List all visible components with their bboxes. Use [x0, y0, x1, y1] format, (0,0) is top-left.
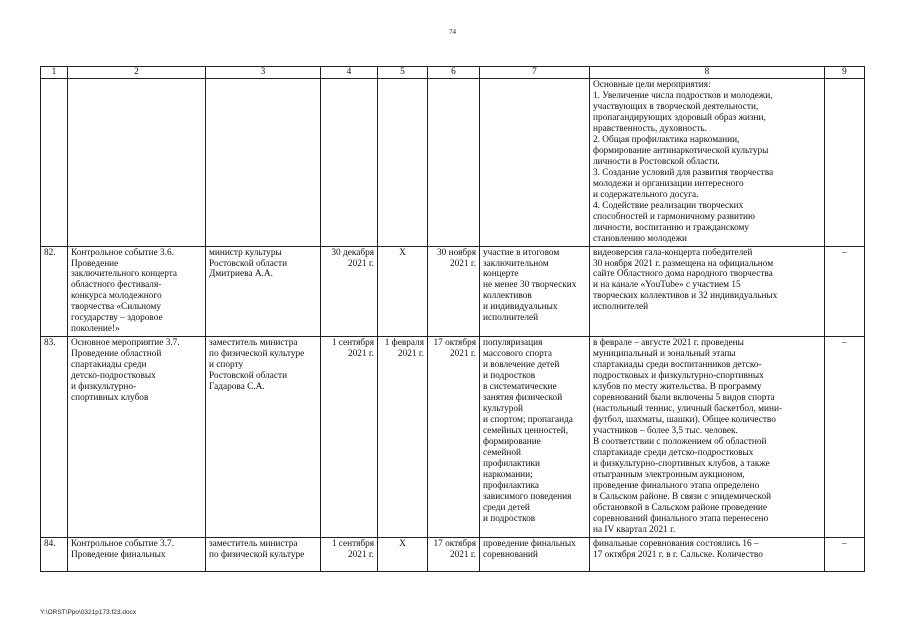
table-row: [41, 337, 865, 537]
row-number: 83.: [41, 337, 68, 537]
event-name: Контрольное событие 3.6. Проведение заключительного концерта областного фестиваля- конкурса молодежного творчества «Сильному государству – здоровое поколение!»: [68, 246, 206, 337]
result-plan: проведение финальных соревнований: [480, 537, 590, 571]
date-plan: 1 сентября 2021 г.: [321, 537, 378, 571]
note: –: [825, 537, 865, 571]
date-plan: 30 декабря 2021 г.: [321, 246, 378, 337]
date-fact: 30 ноября 2021 г.: [428, 246, 480, 337]
responsible: заместитель министра по физической культуре и спорту Ростовской области Гадарова С.А.: [206, 337, 321, 537]
header-cell: 3: [206, 67, 321, 79]
goals-text: Основные цели мероприятия: 1. Увеличение числа подростков и молодежи, участвующих в творческой деятельности, пропагандирующих здоровый образ жизни, нравственность, духовность. 2. Общая профилактика наркомании, формирование антинаркотической культуры личности в Ростовской области. 3. Создание условий для развития творчества молодежи и организации интересного и содержательного досуга. 4. Содействие реализации творческих способностей и гармоничному развитию личности, воспитанию и гражданскому становлению молодежи: [590, 79, 825, 247]
header-cell: 7: [480, 67, 590, 79]
report-table: [40, 66, 865, 572]
responsible: заместитель министра по физической культуре: [206, 537, 321, 571]
header-row: [41, 67, 865, 79]
header-cell: 1: [41, 67, 68, 79]
table-row: [41, 246, 865, 337]
result-fact: видеоверсия гала-концерта победителей 30 ноября 2021 г. размещена на официальном сайте Областного дома народного творчества и на канале «YouTube» с участием 15 творческих коллективов и 32 индивидуальных исполнителей: [590, 246, 825, 337]
date-fact: 17 октября 2021 г.: [428, 337, 480, 537]
table-row: [41, 537, 865, 571]
date-start: Х: [378, 537, 428, 571]
result-plan: популяризация массового спорта и вовлечение детей и подростков в систематические занятия физической культурой и спортом; пропаганда семейных ценностей, формирование семейной профилактики наркомании; профилактика зависимого поведения среди детей и подростков: [480, 337, 590, 537]
result-fact: в феврале – августе 2021 г. проведены муниципальный и зональный этапы спартакиады среди воспитанников детско- подростковых и физкультурно-спортивных клубов по месту жительства. В программу соревнований были включены 5 видов спорта (настольный теннис, уличный баскетбол, мини- футбол, шахматы, шашки). Общее количество участников – более 3,5 тыс. человек. В соответствии с положением об областной спартакиаде среди детско-подростковых и физкультурно-спортивных клубов, а также отыгранным электронным аукционом, проведение финального этапа определено в Сальском районе. В связи с эпидемической обстановкой в Сальском районе проведение соревнований финального этапа перенесено на IV квартал 2021 г.: [590, 337, 825, 537]
responsible: министр культуры Ростовской области Дмитриева А.А.: [206, 246, 321, 337]
event-name: Контрольное событие 3.7. Проведение финальных: [68, 537, 206, 571]
file-path-footer: Y:\ORST\Ppo\0321p173.f23.docx: [40, 609, 137, 616]
header-cell: 2: [68, 67, 206, 79]
event-name: Основное мероприятие 3.7. Проведение областной спартакиады среди детско-подростковых и физкультурно- спортивных клубов: [68, 337, 206, 537]
header-cell: 8: [590, 67, 825, 79]
row-number: 84.: [41, 537, 68, 571]
page-number: 74: [449, 28, 456, 36]
date-start: 1 февраля 2021 г.: [378, 337, 428, 537]
header-cell: 5: [378, 67, 428, 79]
header-cell: 6: [428, 67, 480, 79]
date-plan: 1 сентября 2021 г.: [321, 337, 378, 537]
note: –: [825, 337, 865, 537]
header-cell: 4: [321, 67, 378, 79]
row-number: 82.: [41, 246, 68, 337]
date-fact: 17 октября 2021 г.: [428, 537, 480, 571]
header-cell: 9: [825, 67, 865, 79]
result-plan: участие в итоговом заключительном концерте не менее 30 творческих коллективов и индивидуальных исполнителей: [480, 246, 590, 337]
result-fact: финальные соревнования состоялись 16 – 17 октября 2021 г. в г. Сальске. Количество: [590, 537, 825, 571]
continuation-row: [41, 79, 865, 247]
date-start: Х: [378, 246, 428, 337]
note: –: [825, 246, 865, 337]
